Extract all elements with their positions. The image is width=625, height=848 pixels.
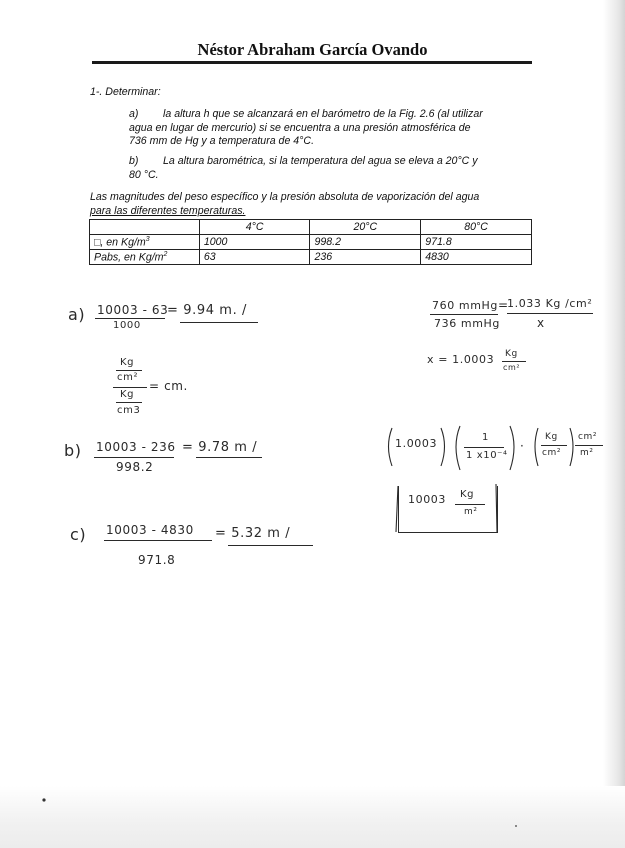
hw-boxed-unit-bottom: m² [464, 507, 478, 517]
hw-c-denominator: 971.8 [138, 553, 176, 567]
hw-conv-den-right: x [537, 316, 545, 330]
hw-units-kg-top: Kg [120, 357, 135, 368]
table-header-cell: 80°C [421, 220, 532, 235]
table-header-cell: 20°C [310, 220, 421, 235]
hw-factor-dot: · [520, 439, 525, 453]
hw-boxed-unit-top: Kg [460, 489, 475, 500]
hw-factor-3-top: Kg [545, 432, 558, 442]
hw-conv-num-right: 1.033 Kg /cm² [507, 297, 593, 310]
hw-units-kg-bottom: Kg [120, 389, 135, 400]
table-cell: 63 [199, 250, 310, 265]
hw-x-result: x = 1.0003 [427, 353, 495, 366]
table-cell: 971.8 [421, 235, 532, 250]
author-name: Néstor Abraham García Ovando [197, 40, 428, 59]
hw-b-numerator: 10003 - 236 [96, 440, 176, 454]
item-b-line-2: 80 °C. [129, 168, 159, 181]
item-a-label: a) [129, 108, 139, 120]
hw-a-denominator: 1000 [113, 320, 141, 331]
table-header-cell: 4°C [199, 220, 310, 235]
hw-factor-4-top: cm² [578, 432, 598, 442]
item-a-line-3: 736 mm de Hg y a temperatura de 4°C. [129, 135, 315, 147]
hw-conv-num-left: 760 mmHg [432, 299, 498, 312]
hw-c-result: = 5.32 m / [215, 526, 291, 541]
paren-left-3 [535, 428, 538, 466]
paren-left-1 [389, 428, 393, 466]
hw-a-label: a) [68, 305, 86, 324]
paren-right-1 [441, 428, 445, 466]
hw-units-cm2-top: cm² [117, 372, 139, 383]
hw-c-label: c) [70, 525, 87, 544]
table-cell: 4830 [421, 250, 532, 265]
hw-a-numerator: 10003 - 63 [97, 303, 169, 317]
paren-left-2 [456, 426, 460, 470]
hw-units-cm3-bottom: cm3 [117, 405, 141, 416]
paren-right-3 [570, 428, 573, 466]
hw-conv-den-left: 736 mmHg [434, 317, 500, 330]
hw-c-numerator: 10003 - 4830 [106, 523, 194, 537]
intro-line-1: Las magnitudes del peso específico y la presión absoluta de vaporización del agua [90, 191, 480, 203]
box-right-stroke [496, 484, 497, 532]
scan-speck [42, 798, 45, 801]
hw-units-eq: = cm. [149, 379, 188, 393]
hw-conv-equals: = [498, 298, 509, 312]
hw-factor-3-bottom: cm² [542, 448, 562, 458]
table-row-label: □, en $Kg/m^3$ [90, 235, 200, 250]
hw-factor-2-top: 1 [482, 432, 489, 443]
hw-b-denominator: 998.2 [116, 460, 154, 474]
table-cell: 998.2 [310, 235, 421, 250]
item-a-line-1: la altura h que se alcanzará en el barómetro de la Fig. 2.6 (al utilizar [163, 108, 483, 120]
table-row-label: Pabs, en $Kg/m^2$ [90, 250, 200, 265]
hw-b-result: = 9.78 m / [182, 440, 258, 455]
scan-speck [515, 825, 517, 827]
problem-heading: 1-. Determinar: [90, 86, 161, 98]
box-left-stroke [396, 486, 398, 532]
hw-factor-4-bottom: m² [580, 448, 594, 458]
paren-right-2 [510, 426, 514, 470]
hw-factor-1: 1.0003 [395, 437, 438, 450]
hw-boxed-value: 10003 [408, 493, 446, 506]
item-b-label: b) [129, 155, 139, 167]
hw-x-unit-top: Kg [505, 349, 518, 359]
table-cell: 1000 [199, 235, 310, 250]
hw-factor-2-bottom: 1 x10⁻⁴ [466, 450, 508, 461]
table-cell: 236 [310, 250, 421, 265]
hw-a-result: = 9.94 m. / [167, 303, 248, 318]
intro-line-2: para las diferentes temperaturas. [90, 204, 246, 217]
item-a-line-2: agua en lugar de mercurio) si se encuentra a una presión atmosférica de [129, 121, 471, 134]
hw-b-label: b) [64, 441, 82, 460]
item-b-line-1: La altura barométrica, si la temperatura del agua se eleva a 20°C y [163, 155, 478, 167]
hw-x-unit-bottom: cm² [503, 363, 521, 372]
